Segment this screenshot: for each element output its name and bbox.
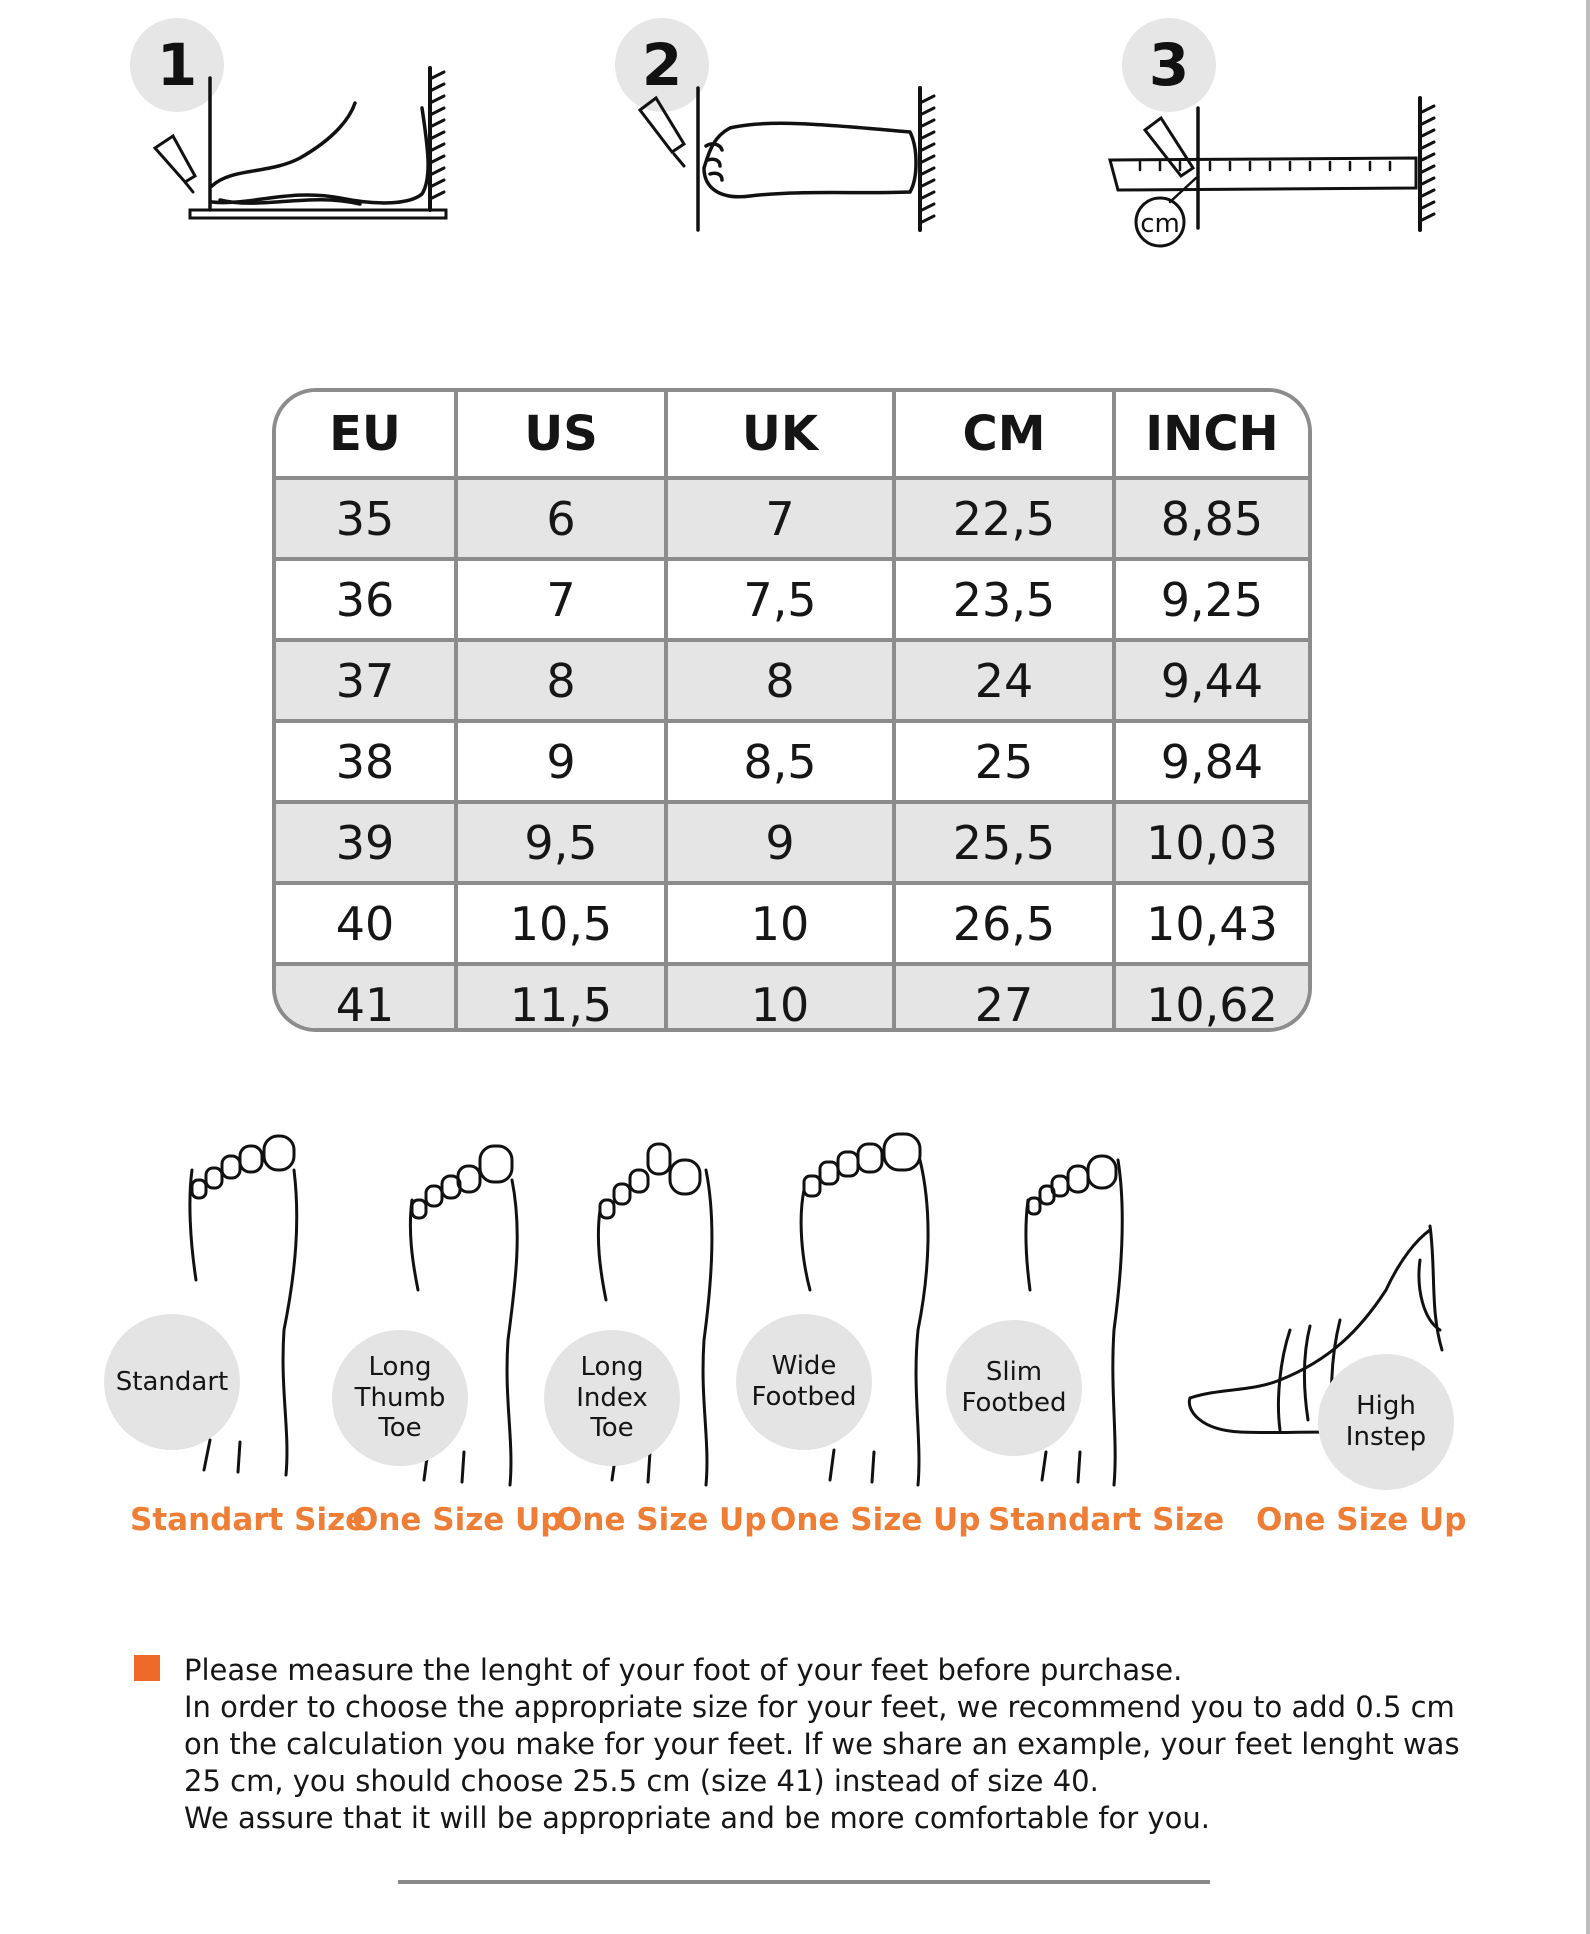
table-row	[276, 478, 1308, 559]
foot-recommendation: Standart Size	[130, 1502, 367, 1538]
cell-eu: 40	[276, 883, 456, 964]
foot-type-standart	[100, 1130, 330, 1550]
header-eu: EU	[276, 392, 456, 478]
foot-type-badge	[104, 1314, 240, 1450]
cell-cm: 25,5	[894, 802, 1114, 883]
foot-type-badge	[544, 1330, 680, 1466]
cell-us: 11,5	[456, 964, 666, 1032]
header-us: US	[456, 392, 666, 478]
cell-us: 8	[456, 640, 666, 721]
cell-inch: 10,43	[1114, 883, 1308, 964]
cell-us: 9	[456, 721, 666, 802]
foot-recommendation: One Size Up	[770, 1502, 981, 1538]
foot-type-high-instep	[1180, 1130, 1460, 1550]
table-row	[276, 721, 1308, 802]
table-row	[276, 883, 1308, 964]
foot-recommendation: One Size Up	[352, 1502, 563, 1538]
foot-outline-icon	[100, 1130, 330, 1500]
page-edge-divider	[1586, 0, 1590, 1934]
foot-type-badge	[946, 1320, 1082, 1456]
cell-eu: 35	[276, 478, 456, 559]
foot-type-long-thumb-toe	[328, 1130, 558, 1550]
ruler-measure-icon	[1100, 18, 1460, 258]
cell-cm: 27	[894, 964, 1114, 1032]
foot-recommendation: One Size Up	[556, 1502, 767, 1538]
foot-top-trace-icon	[600, 18, 960, 258]
foot-type-badge	[332, 1330, 468, 1466]
header-cm: CM	[894, 392, 1114, 478]
foot-type-badge	[1318, 1354, 1454, 1490]
measurement-note	[184, 1652, 1460, 1837]
cell-uk: 8	[666, 640, 894, 721]
foot-type-wide-footbed	[734, 1130, 964, 1550]
foot-type-label: Long Index Toe	[576, 1351, 648, 1444]
cell-us: 7	[456, 559, 666, 640]
step-1	[110, 18, 470, 258]
cell-uk: 10	[666, 964, 894, 1032]
step-1-badge: 1	[130, 18, 224, 112]
ruler-unit-label: cm	[1140, 209, 1180, 239]
cell-eu: 38	[276, 721, 456, 802]
foot-type-label: High Instep	[1345, 1391, 1427, 1452]
foot-type-label: Long Thumb Toe	[354, 1351, 446, 1444]
table-row	[276, 964, 1308, 1032]
note-line: Please measure the lenght of your foot of your feet before purchase.	[184, 1653, 1183, 1687]
note-line: In order to choose the appropriate size for your feet, we recommend you to add 0.5 cm	[184, 1690, 1455, 1724]
cell-inch: 9,25	[1114, 559, 1308, 640]
foot-type-label: Standart	[115, 1366, 229, 1397]
foot-type-label: Slim Footbed	[961, 1357, 1067, 1418]
cell-cm: 25	[894, 721, 1114, 802]
cell-inch: 9,44	[1114, 640, 1308, 721]
foot-recommendation: Standart Size	[988, 1502, 1225, 1538]
header-uk: UK	[666, 392, 894, 478]
cell-eu: 36	[276, 559, 456, 640]
cell-cm: 24	[894, 640, 1114, 721]
foot-type-slim-footbed	[944, 1130, 1174, 1550]
cell-us: 10,5	[456, 883, 666, 964]
size-table	[276, 392, 1308, 1032]
cell-eu: 37	[276, 640, 456, 721]
cell-uk: 7	[666, 478, 894, 559]
cell-inch: 10,62	[1114, 964, 1308, 1032]
cell-us: 9,5	[456, 802, 666, 883]
table-row	[276, 559, 1308, 640]
cell-inch: 10,03	[1114, 802, 1308, 883]
foot-type-badge	[736, 1314, 872, 1450]
table-row	[276, 640, 1308, 721]
foot-recommendation: One Size Up	[1256, 1502, 1467, 1538]
cell-uk: 7,5	[666, 559, 894, 640]
note-line: on the calculation you make for your feet. If we share an example, your feet lenght was	[184, 1727, 1460, 1761]
cell-cm: 22,5	[894, 478, 1114, 559]
cell-cm: 23,5	[894, 559, 1114, 640]
step-2-badge: 2	[615, 18, 709, 112]
cell-uk: 8,5	[666, 721, 894, 802]
cell-inch: 9,84	[1114, 721, 1308, 802]
note-line: We assure that it will be appropriate and be more comfortable for you.	[184, 1801, 1210, 1835]
foot-type-label: Wide Footbed	[751, 1351, 857, 1412]
cell-cm: 26,5	[894, 883, 1114, 964]
size-table-frame	[272, 388, 1312, 1032]
table-row	[276, 802, 1308, 883]
cell-us: 6	[456, 478, 666, 559]
cell-eu: 41	[276, 964, 456, 1032]
header-inch: INCH	[1114, 392, 1308, 478]
bottom-divider	[398, 1880, 1210, 1884]
note-bullet-marker	[134, 1655, 160, 1681]
cell-uk: 9	[666, 802, 894, 883]
cell-eu: 39	[276, 802, 456, 883]
step-2	[600, 18, 960, 258]
foot-outline-icon	[734, 1130, 964, 1500]
note-line: 25 cm, you should choose 25.5 cm (size 41) instead of size 40.	[184, 1764, 1099, 1798]
cell-inch: 8,85	[1114, 478, 1308, 559]
table-header-row	[276, 392, 1308, 478]
step-3	[1100, 18, 1460, 258]
foot-side-trace-icon	[110, 18, 470, 258]
cell-uk: 10	[666, 883, 894, 964]
step-3-badge: 3	[1122, 18, 1216, 112]
